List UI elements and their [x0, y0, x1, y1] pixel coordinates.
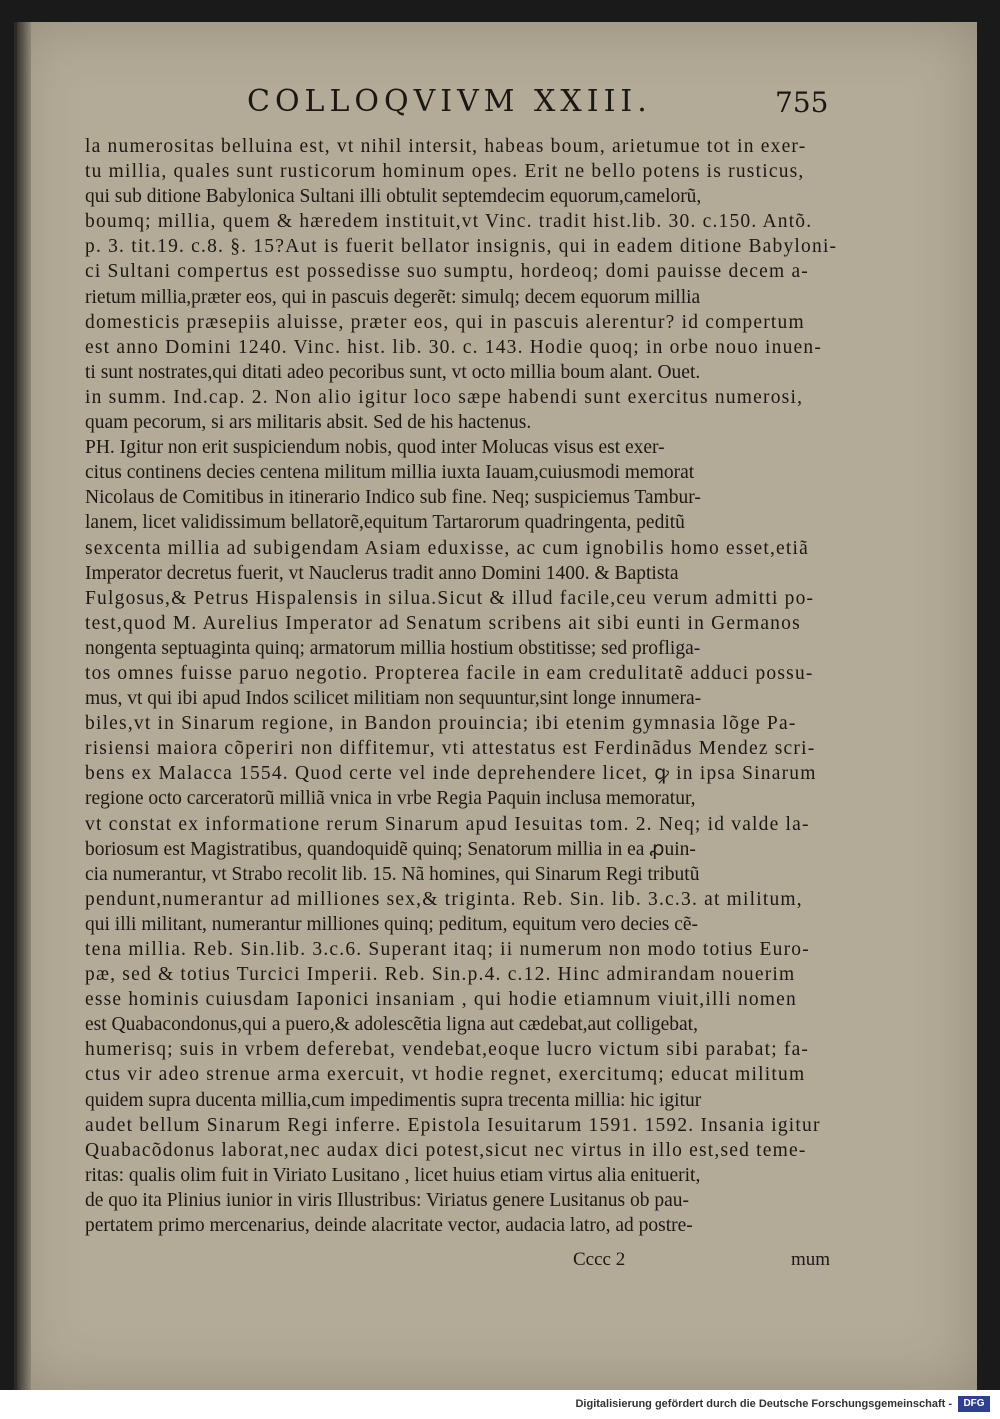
- text-line: quam pecorum, si ars militaris absit. Sed de his hactenus.: [85, 412, 532, 434]
- text-line: ctus vir adeo strenue arma exercuit, vt hodie regnet, exercitumq; educat militum: [85, 1064, 806, 1086]
- text-line: esse hominis cuiusdam Iaponici insaniam , qui hodie etiamnum viuit,illi nomen: [85, 989, 797, 1011]
- page-header: [17, 84, 977, 124]
- text-line: pertatem primo mercenarius, deinde alacritate vector, audacia latro, ad postre-: [85, 1215, 693, 1237]
- text-line: bens ex Malacca 1554. Quod certe vel inde deprehendere licet, ꝙ in ipsa Sinarum: [85, 763, 817, 785]
- text-line: Imperator decretus fuerit, vt Nauclerus tradit anno Domini 1400. & Baptista: [85, 562, 679, 584]
- text-line: PH. Igitur non erit suspiciendum nobis, quod inter Molucas visus est exer-: [85, 437, 665, 459]
- text-line: mus, vt qui ibi apud Indos scilicet militiam non sequuntur,sint longe innumera-: [85, 688, 702, 710]
- catchword: mum: [791, 1249, 831, 1270]
- dfg-logo-icon: DFG: [958, 1396, 990, 1412]
- text-line: Quabacõdonus laborat,nec audax dici potest,sicut nec virtus in illo est,sed teme-: [85, 1139, 807, 1161]
- text-line: risiensi maiora cõperiri non diffitemur, vti attestatus est Ferdinãdus Mendez scri-: [85, 738, 816, 760]
- text-line: nongenta septuaginta quinq; armatorum millia hostium obstitisse; sed profliga-: [85, 637, 701, 659]
- text-line: in summ. Ind.cap. 2. Non alio igitur loco sæpe habendi sunt exercitus numerosi,: [85, 386, 804, 408]
- text-line: domesticis præsepiis aluisse, præter eos, qui in pascuis alerentur? id compertum: [85, 311, 805, 333]
- text-line: p. 3. tit.19. c.8. §. 15?Aut is fuerit bellator insignis, qui in eadem ditione Babyloni-: [85, 236, 838, 258]
- text-line: pæ, sed & totius Turcici Imperii. Reb. Sin.p.4. c.12. Hinc admirandam nouerim: [85, 964, 796, 986]
- text-line: tos omnes fuisse paruo negotio. Propterea facile in eam credulitatẽ adduci possu-: [85, 662, 814, 684]
- text-line: de quo ita Plinius iunior in viris Illustribus: Viriatus genere Lusitanus ob pau-: [85, 1189, 689, 1211]
- text-line: Nicolaus de Comitibus in itinerario Indico sub fine. Neq; suspiciemus Tambur-: [85, 487, 701, 509]
- text-line: vt constat ex informatione rerum Sinarum apud Iesuitas tom. 2. Neq; id valde la-: [85, 813, 810, 835]
- text-line: qui sub ditione Babylonica Sultani illi obtulit septemdecim equorum,camelorũ,: [85, 186, 702, 208]
- text-line: est Quabacondonus,qui a puero,& adolescẽtia ligna aut cædebat,aut colligebat,: [85, 1014, 698, 1036]
- text-line: cia numerantur, vt Strabo recolit lib. 15. Nã homines, qui Sinarum Regi tributũ: [85, 863, 700, 885]
- text-line: Fulgosus,& Petrus Hispalensis in silua.Sicut & illud facile,ceu verum admitti po-: [85, 587, 815, 609]
- footer-credit: Digitalisierung gefördert durch die Deutsche Forschungsgemeinschaft -: [575, 1398, 952, 1410]
- text-line: tena millia. Reb. Sin.lib. 3.c.6. Superant itaq; ii numerum non modo totius Euro-: [85, 939, 810, 960]
- running-head: COLLOQVIVM XXIII.: [247, 84, 652, 119]
- page-binding-edge: [17, 22, 31, 1390]
- text-line: test,quod M. Aurelius Imperator ad Senatum scribens ait sibi eunti in Germanos: [85, 612, 801, 634]
- body-text: [85, 134, 857, 1238]
- text-line: ti sunt nostrates,qui ditati adeo pecoribus sunt, vt octo millia boum alant. Ouet.: [85, 361, 701, 383]
- text-line: ci Sultani compertus est possedisse suo sumptu, hordeoq; domi pauisse decem a-: [85, 261, 809, 283]
- text-line: sexcenta millia ad subigendam Asiam eduxisse, ac cum ignobilis homo esset,etiã: [85, 537, 809, 559]
- text-line: ritas: qualis olim fuit in Viriato Lusitano , licet huius etiam virtus alia enituerit,: [85, 1164, 701, 1186]
- text-line: est anno Domini 1240. Vinc. hist. lib. 30. c. 143. Hodie quoq; in orbe nouo inuen-: [85, 336, 823, 358]
- text-line: boumq; millia, quem & hæredem instituit,vt Vinc. tradit hist.lib. 30. c.150. Antõ.: [85, 211, 813, 233]
- page-number: 755: [775, 86, 829, 119]
- text-line: pendunt,numerantur ad milliones sex,& triginta. Reb. Sin. lib. 3.c.3. at militum,: [85, 888, 803, 910]
- text-line: regione octo carceratorũ milliã vnica in vrbe Regia Paquin inclusa memoratur,: [85, 788, 696, 810]
- text-line: qui illi militant, numerantur milliones quinq; peditum, equitum vero decies cẽ-: [85, 913, 699, 935]
- text-line: la numerositas belluina est, vt nihil intersit, habeas boum, arietumue tot in exer-: [85, 136, 807, 157]
- text-line: humerisq; suis in vrbem deferebat, vendebat,eoque lucro victum sibi parabat; fa-: [85, 1039, 810, 1061]
- text-line: audet bellum Sinarum Regi inferre. Epistola Iesuitarum 1591. 1592. Insania igitur: [85, 1114, 821, 1136]
- text-line: quidem supra ducenta millia,cum impedimentis supra trecenta millia: hic igitur: [85, 1089, 702, 1111]
- text-line: citus continens decies centena militum millia iuxta Iauam,cuiusmodi memorat: [85, 462, 695, 484]
- digitization-footer: [0, 1390, 1000, 1419]
- book-page: [14, 22, 977, 1390]
- text-line: tu millia, quales sunt rusticorum hominum opes. Erit ne bello potens is rusticus,: [85, 161, 805, 183]
- text-line: rietum millia,præter eos, qui in pascuis degerẽt: simulq; decem equorum millia: [85, 286, 701, 308]
- text-line: lanem, licet validissimum bellatorẽ,equitum Tartarorum quadringenta, peditũ: [85, 512, 685, 534]
- text-line: boriosum est Magistratibus, quandoquidẽ quinq; Senatorum millia in ea ꝓuin-: [85, 838, 696, 860]
- text-line: biles,vt in Sinarum regione, in Bandon prouincia; ibi etenim gymnasia lõge Pa-: [85, 713, 797, 735]
- signature-mark: Cccc 2: [573, 1249, 626, 1270]
